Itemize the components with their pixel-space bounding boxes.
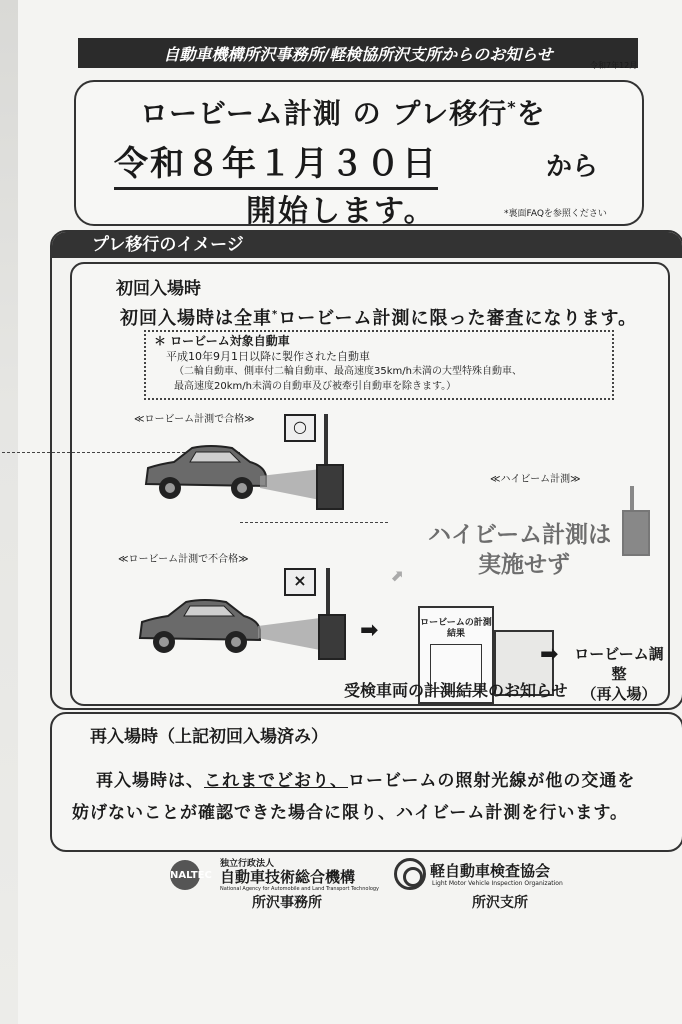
statement-a: 初回入場時は全車 xyxy=(120,308,272,329)
divider-line-2 xyxy=(240,522,388,523)
highbeam-not-performed xyxy=(428,520,611,580)
fail-caption: ≪ロービーム計測で不合格≫ xyxy=(118,554,249,565)
org2-name: 軽自動車検査協会 xyxy=(430,862,551,880)
title-line1-text: ロービーム計測 の プレ移行 xyxy=(140,97,508,130)
arrow-right-icon-2: ➡ xyxy=(540,642,559,667)
lowbeam-adjustment xyxy=(570,644,668,704)
pass-caption: ≪ロービーム計測で合格≫ xyxy=(134,414,255,425)
adjust-line2: （再入場） xyxy=(581,685,657,703)
notice-banner: 自動車機構所沢事務所/軽検協所沢支所からのお知らせ xyxy=(78,38,638,68)
re-entry-line2: 妨げないことが確認できた場合に限り、ハイビーム計測を行います。 xyxy=(72,803,628,823)
re-entry-line1-b: ロービームの照射光線が他の交通を xyxy=(348,771,636,791)
re-entry-line1-a: 再入場時は、 xyxy=(96,771,204,791)
banner-date: 令和7年12月 xyxy=(590,61,638,70)
org1-type: 独立行政法人 xyxy=(220,859,275,869)
org1-branch: 所沢事務所 xyxy=(252,895,322,911)
pre-migration-section xyxy=(50,230,682,710)
title-box xyxy=(74,80,644,229)
highbeam-tester-icon xyxy=(622,510,650,556)
note-line3: 最高速度20km/h未満の自動車及び被牽引自動車を除きます。） xyxy=(174,381,457,392)
re-entry-section xyxy=(50,712,682,852)
statement-mark: * xyxy=(272,309,279,320)
tester-pass-icon xyxy=(316,464,344,510)
start-date: 令和８年１月３０日 xyxy=(114,136,438,190)
arrow-up-icon: ⬈ xyxy=(390,566,404,585)
lowbeam-target-note xyxy=(144,330,614,400)
lmvio-logo-icon xyxy=(394,858,426,890)
pass-signal-icon: ○ xyxy=(284,414,316,442)
result-notice: 受検車両の計測結果のお知らせ xyxy=(344,681,568,700)
title-line2-tail: から xyxy=(546,152,599,182)
adjust-line1: ロービーム調整 xyxy=(574,645,664,683)
org1-english: National Agency for Automobile and Land Transport Technology xyxy=(220,886,380,892)
faq-note: *裏面FAQを参照ください xyxy=(504,209,607,219)
first-entry-statement xyxy=(120,304,637,330)
beam-fail-icon xyxy=(258,618,320,650)
naltec-logo-text: NALTEC xyxy=(170,870,212,881)
note-line1: 平成10年9月1日以降に製作された自動車 xyxy=(166,350,370,363)
re-entry-line1 xyxy=(96,766,635,791)
title-line1 xyxy=(140,92,546,132)
highbeam-line1: ハイビーム計測は xyxy=(428,522,612,548)
first-entry-heading: 初回入場時 xyxy=(116,279,201,299)
org2-branch: 所沢支所 xyxy=(472,895,528,911)
org2-english: Light Motor Vehicle Inspection Organization xyxy=(432,880,563,887)
note-line2: （二輪自動車、側車付二輪自動車、最高速度35km/h未満の大型特殊自動車、 xyxy=(174,366,522,377)
title-line1-tail: を xyxy=(516,97,546,130)
car-pass-icon xyxy=(140,440,270,502)
title-line3: 開始します。 xyxy=(246,194,436,229)
arrow-right-icon: ➡ xyxy=(360,618,379,643)
title-line1-mark: * xyxy=(507,97,517,117)
sheet-title: ロービームの計測結果 xyxy=(420,618,492,639)
highbeam-caption: ≪ハイビーム計測≫ xyxy=(490,474,581,485)
note-title: ＊ ロービーム対象自動車 xyxy=(154,334,290,348)
re-entry-line1-underline: これまでどおり、 xyxy=(204,771,348,791)
tester-fail-icon xyxy=(318,614,346,660)
section-header: プレ移行のイメージ xyxy=(52,232,682,258)
fail-signal-icon: × xyxy=(284,568,316,596)
org1-name: 自動車技術総合機構 xyxy=(220,868,356,886)
statement-b: ロービーム計測に限った審査になります。 xyxy=(278,308,638,329)
car-fail-icon xyxy=(134,594,264,656)
highbeam-line2: 実施せず xyxy=(478,552,570,578)
first-entry-panel xyxy=(70,262,670,706)
re-entry-heading: 再入場時（上記初回入場済み） xyxy=(90,727,328,747)
